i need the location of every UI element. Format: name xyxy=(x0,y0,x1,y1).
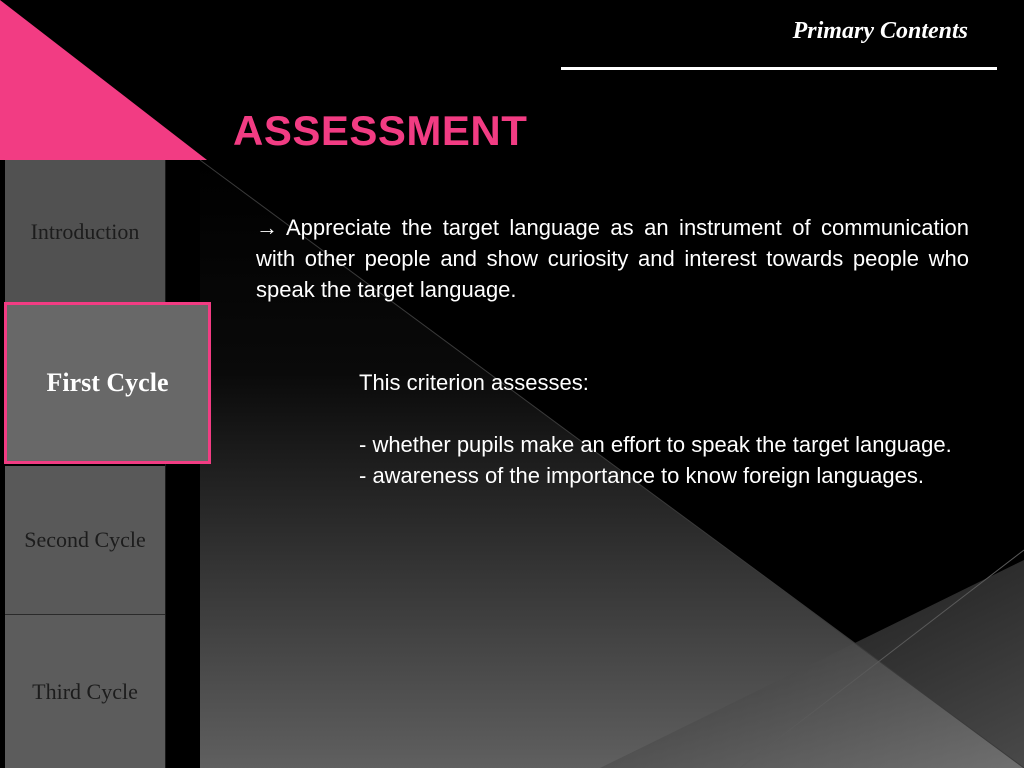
right-arrow-icon: → xyxy=(256,215,278,240)
sidebar-item-second-cycle[interactable] xyxy=(5,466,165,615)
sidebar-item-label: Third Cycle xyxy=(32,678,138,704)
criterion-item: - awareness of the importance to know foreign languages. xyxy=(359,463,924,488)
bullet-paragraph xyxy=(256,212,969,305)
header-divider xyxy=(561,67,997,70)
sidebar-edge xyxy=(165,160,166,768)
criterion-intro: This criterion assesses: xyxy=(359,370,589,395)
assessment-content xyxy=(256,212,969,491)
sidebar-item-label: Second Cycle xyxy=(24,527,146,552)
criterion-item: - whether pupils make an effort to speak the target language. xyxy=(359,432,952,457)
sidebar-item-first-cycle[interactable] xyxy=(4,302,211,464)
primary-contents-link[interactable]: Primary Contents xyxy=(792,18,968,44)
sidebar-item-third-cycle[interactable] xyxy=(5,615,165,768)
bullet-text: Appreciate the target language as an instrument of communication with other people and show curiosity and interest towards people who speak the target language. xyxy=(256,215,969,302)
page-title: ASSESSMENT xyxy=(233,107,528,154)
sidebar-item-label: First Cycle xyxy=(46,368,169,397)
sidebar-item-label: Introduction xyxy=(30,218,140,244)
sidebar-item-introduction[interactable] xyxy=(5,160,165,304)
